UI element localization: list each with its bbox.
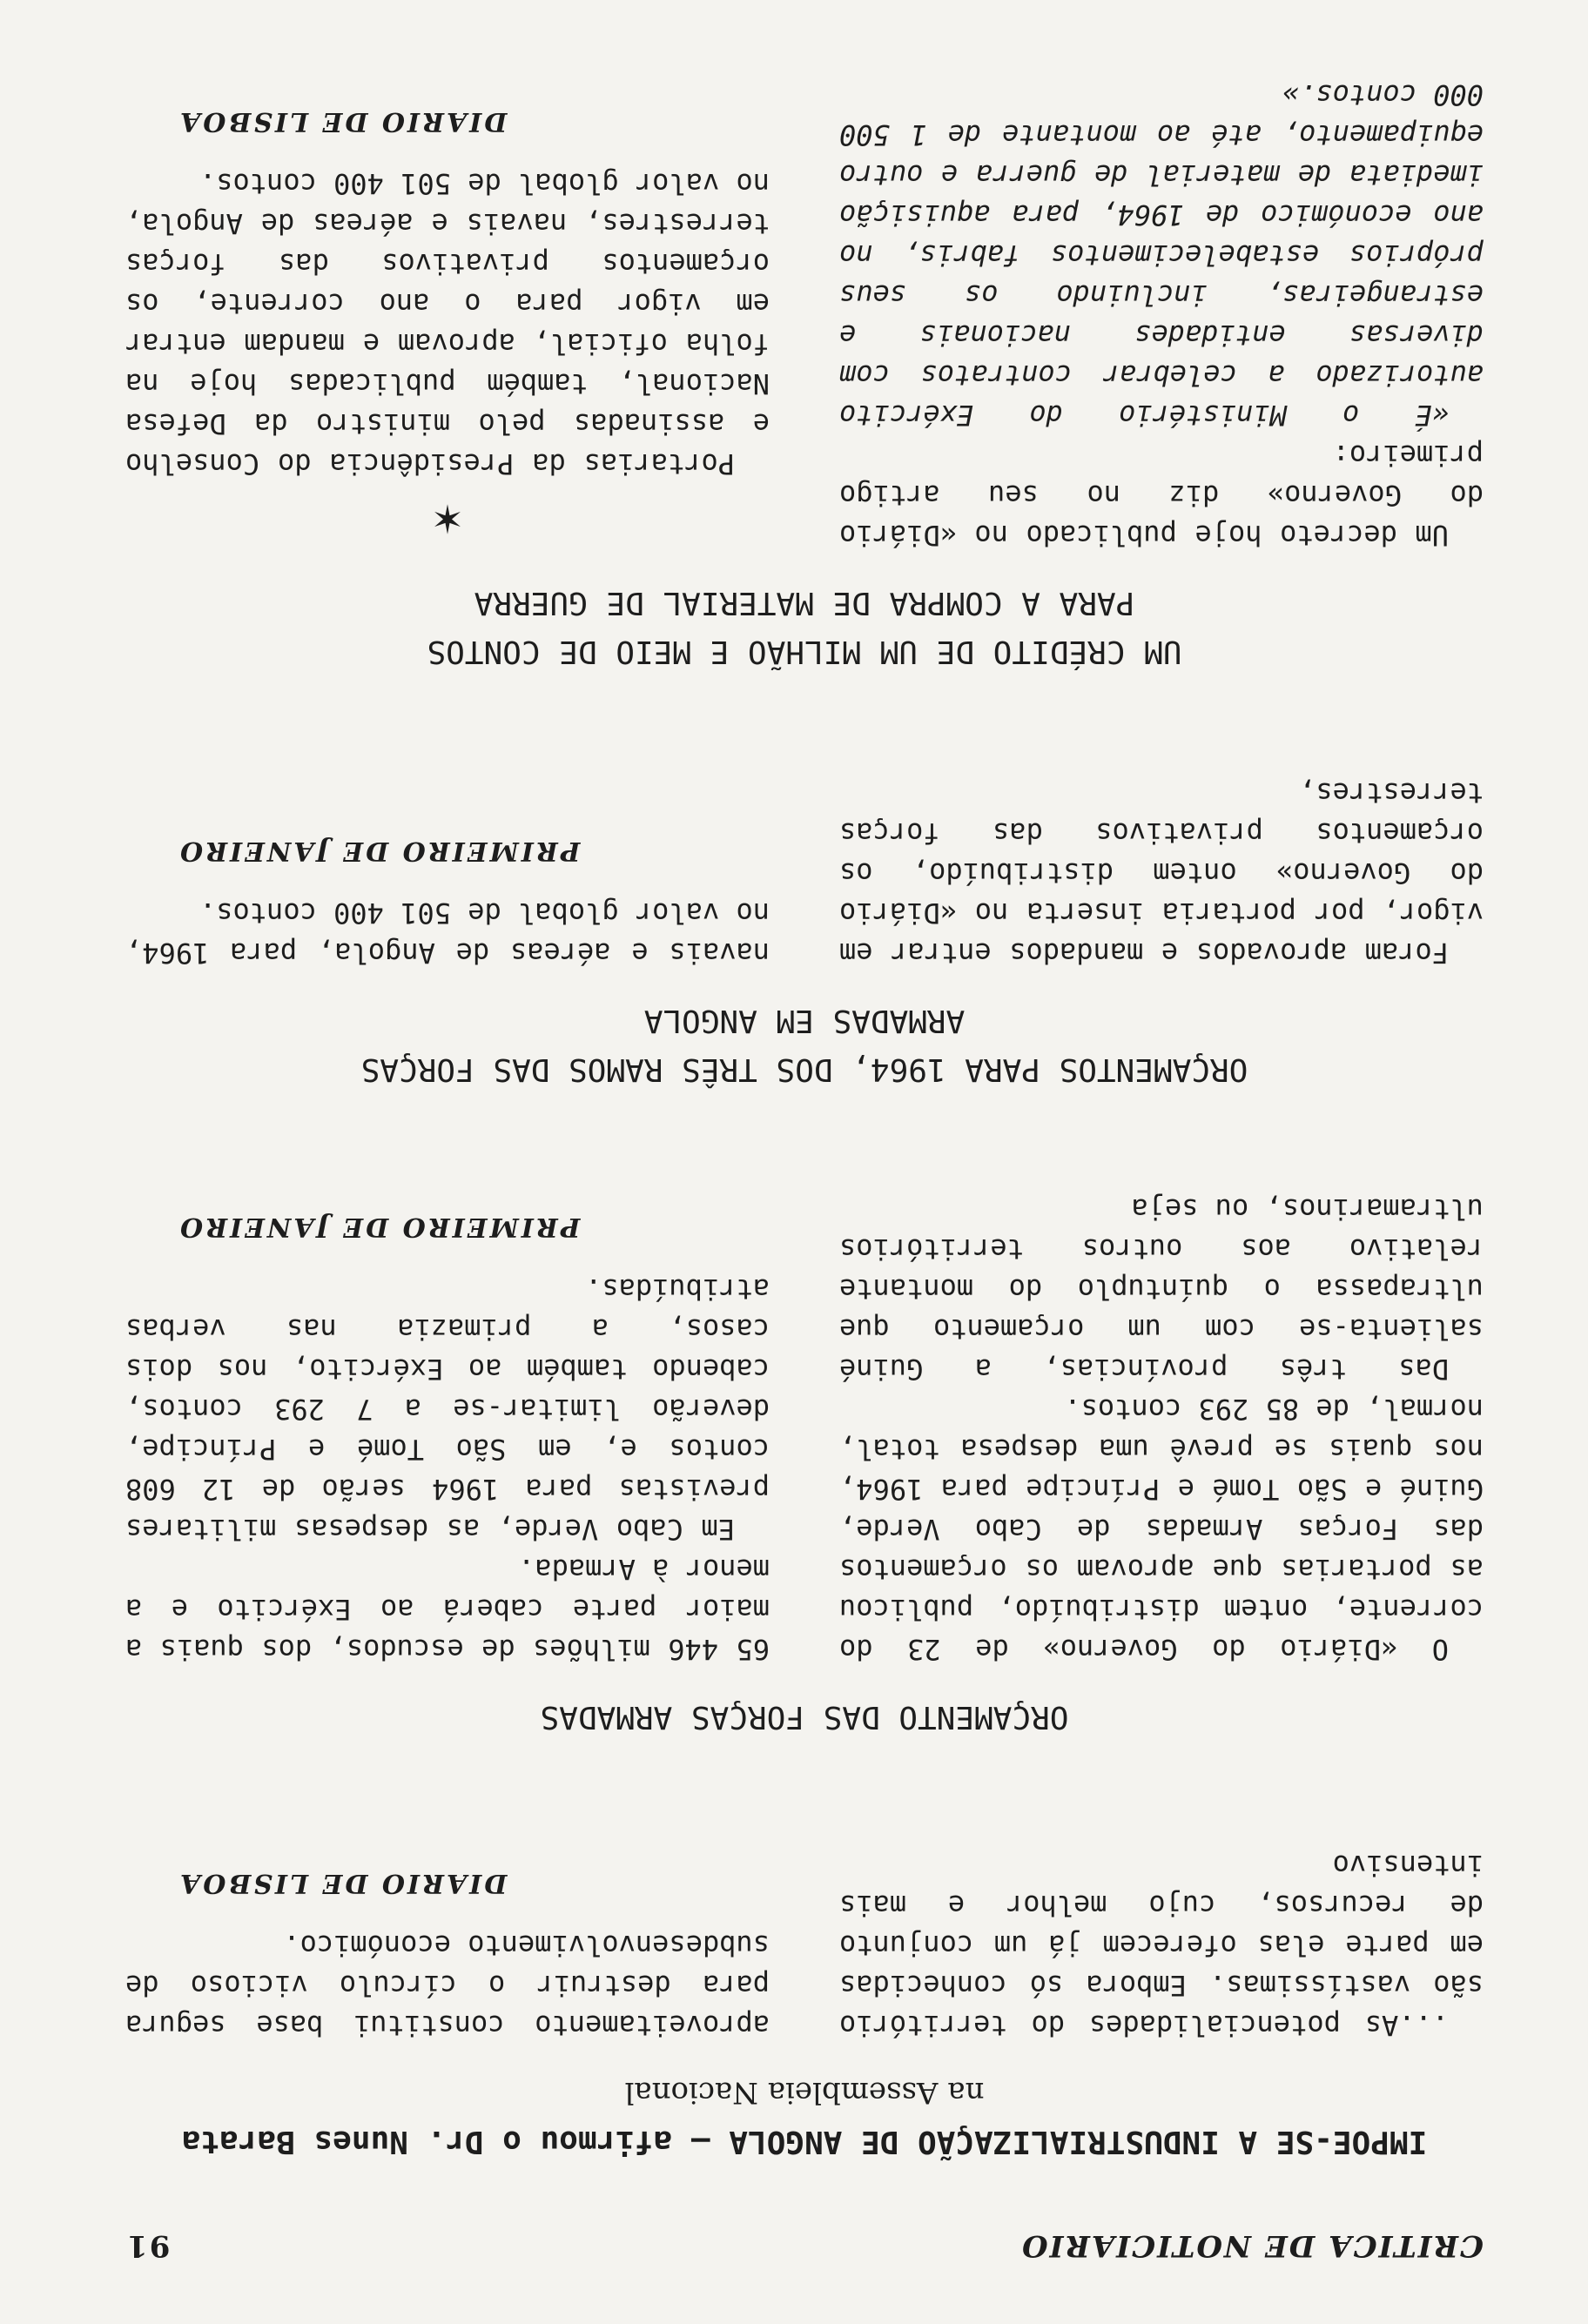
paragraph: Um decreto hoje publicado no «Diário do Governo» diz no seu artigo primeiro: [839, 439, 1484, 552]
paragraph: Foram aprovados e mandados entrar em vigor, por portaria inserta no «Diário do Governo» ontem distribuído, os orçamentos privativos das forças terrestres, [839, 776, 1484, 970]
source-credit: PRIMEIRO DE JANEIRO [178, 836, 581, 866]
paragraph: 65 446 milhões de escudos, dos quais a maior parte caberá ao Exército e a menor à Armada. [125, 1553, 770, 1666]
article-orcamentos-angola [125, 773, 1484, 1093]
source-credit: DIARIO DE LISBOA [178, 1868, 508, 1898]
headline-line: ARMADAS EM ANGOLA [643, 1003, 966, 1038]
paragraph: Das três províncias, a Guiné salienta-se com um orçamento que ultrapassa o quíntuplo do montante relativo aos outros territórios ultramarinos, ou seja [839, 1192, 1484, 1386]
right-column [125, 773, 770, 973]
headline-lead: IMPOE-SE A INDUSTRIALIZAÇÃO DE ANGOLA — afirmou o Dr. Nunes Barata [181, 2124, 1428, 2159]
paragraph: O «Diário do Governo» de 23 do corrente, ontem distribuído, publicou as portarias que aprovam os orçamentos das Forças Armadas de Cabo Verde, Guiné e São Tomé e Príncipe para 1964, nos quais se prevê uma despesa total, normal, de 85 293 contos. [839, 1393, 1484, 1666]
star-ornament-icon: ✶ [433, 494, 462, 548]
headline-line: UM CRÉDITO DE UM MILHÃO E MEIO DE CONTOS [427, 634, 1182, 669]
right-column [125, 1845, 770, 2045]
article-columns [125, 1189, 1484, 1669]
article-headline: ORÇAMENTO DAS FORÇAS ARMADAS [540, 1699, 1069, 1735]
left-column [839, 1189, 1484, 1669]
paragraph: aproveitamento constitui base segura para destruir o círculo vicioso de subdesenvolvimento económico. [125, 1929, 770, 2042]
right-column [125, 75, 770, 555]
article-columns [125, 75, 1484, 555]
paragraph: Em Cabo Verde, as despesas militares previstas para 1964 serão de 12 608 contos e, em São Tomé e Príncipe, deverão limitar-se a 7 293 contos, cabendo também ao Exército, nos dois casos, a primazia nas verbas atribuídas. [125, 1273, 770, 1546]
article-industrializacao [125, 1845, 1484, 2166]
left-column [839, 773, 1484, 973]
paragraph: navais e aéreas de Angola, para 1964, no valor global de 501 400 contos. [125, 897, 770, 970]
page-frame [125, 75, 1484, 2263]
left-column [839, 1845, 1484, 2045]
source-credit: DIARIO DE LISBOA [178, 106, 508, 137]
paragraph: Portarias da Presidência do Conselho e assinadas pelo ministro da Defesa Nacional, também publicadas hoje na folha oficial, aprovam e mandam entrar em vigor para o ano corrente, os orçamentos privativos das forças terrestres, navais e aéreas de Angola, no valor global de 501 400 contos. [125, 167, 770, 480]
publication-title: CRITICA DE NOTICIARIO [1020, 2228, 1484, 2263]
article-columns [125, 773, 1484, 973]
running-header [125, 2228, 1484, 2263]
article-orcamento-forcas [125, 1189, 1484, 1741]
left-column [839, 75, 1484, 555]
headline-line: PARA A COMPRA DE MATERIAL DE GUERRA [474, 585, 1135, 621]
article-credito-material [125, 75, 1484, 675]
source-credit: PRIMEIRO DE JANEIRO [178, 1212, 581, 1242]
page-number: 91 [125, 2228, 171, 2263]
headline-rest: na Assembleia Nacional [624, 2075, 985, 2110]
article-headline [125, 2068, 1484, 2166]
right-column [125, 1189, 770, 1669]
headline-line: ORÇAMENTOS PARA 1964, DOS TRÊS RAMOS DAS FORÇAS [360, 1051, 1248, 1087]
article-headline [125, 996, 1484, 1093]
paragraph: ...As potencialidades do território são vastíssimas. Embora só conhecidas em parte elas oferecem já um conjunto de recursos, cujo melhor e mais intensivo [839, 1849, 1484, 2042]
article-headline [125, 578, 1484, 675]
article-columns [125, 1845, 1484, 2045]
quoted-paragraph: «É o Ministério do Exército autorizado a celebrar contratos com diversas entidades nacionais e estrangeiras, incluindo os seus próprios estabelecimentos fabris, no ano económico de 1964, para aquisição imediata de material de guerra e outro equipamento, até ao montante de 1 500 000 contos.» [839, 78, 1484, 432]
